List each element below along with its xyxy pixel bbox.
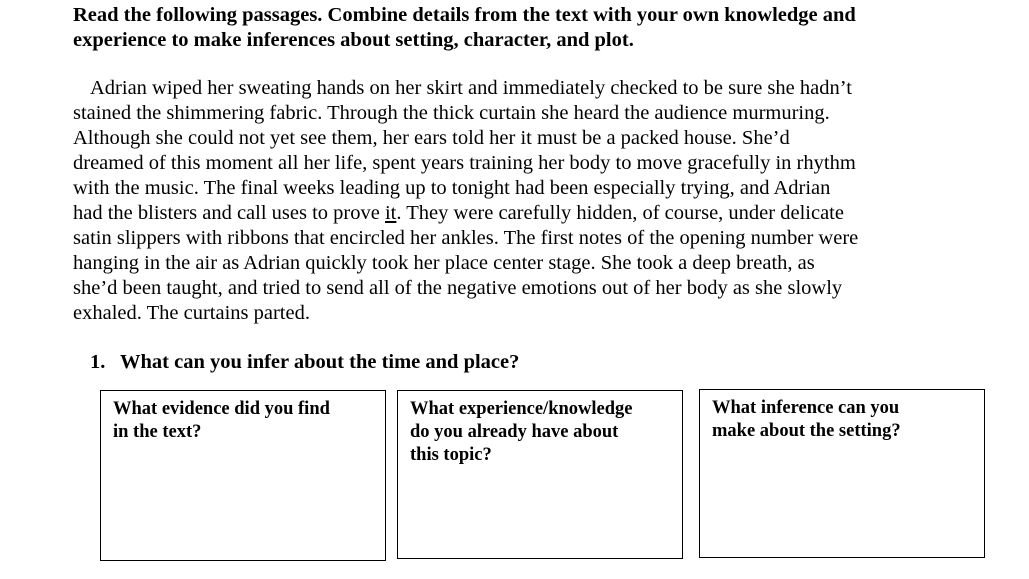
question-1 (90, 350, 519, 375)
passage-line-5: with the music. The final weeks leading up to tonight had been especially trying, and Adrian (73, 177, 831, 199)
experience-prompt-line-3: this topic? (410, 445, 492, 465)
passage-line-3: Although she could not yet see them, her ears told her it must be a packed house. She’d (73, 127, 790, 149)
passage-line-1: Adrian wiped her sweating hands on her skirt and immediately checked to be sure she hadn’t (90, 77, 852, 99)
instructions-heading (73, 3, 973, 53)
instructions-line-2: experience to make inferences about setting, character, and plot. (73, 29, 634, 51)
experience-answer-box[interactable] (397, 390, 683, 559)
passage-line-2: stained the shimmering fabric. Through the thick curtain she heard the audience murmuring. (73, 102, 830, 124)
passage-line-6-end: . They were carefully hidden, of course, under delicate (396, 202, 844, 224)
passage-line-10: exhaled. The curtains parted. (73, 302, 310, 324)
passage-line-7: satin slippers with ribbons that encircled her ankles. The first notes of the opening number were (73, 227, 859, 249)
evidence-prompt-line-1: What evidence did you find (113, 399, 330, 419)
evidence-prompt-line-2: in the text? (113, 422, 202, 442)
evidence-answer-box[interactable] (100, 390, 386, 561)
passage-line-8: hanging in the air as Adrian quickly took her place center stage. She took a deep breath, as (73, 252, 815, 274)
question-number: 1. (90, 351, 106, 373)
inference-prompt-line-2: make about the setting? (712, 421, 901, 441)
passage-line-6 (73, 201, 973, 226)
passage-line-4: dreamed of this moment all her life, spent years training her body to move gracefully in rhythm (73, 152, 856, 174)
reading-passage (73, 76, 973, 326)
experience-prompt-line-2: do you already have about (410, 422, 619, 442)
experience-prompt-line-1: What experience/knowledge (410, 399, 633, 419)
inference-prompt-line-1: What inference can you (712, 398, 900, 418)
instructions-line-1: Read the following passages. Combine details from the text with your own knowledge and (73, 4, 856, 26)
passage-line-6-start: had the blisters and call uses to prove (73, 202, 385, 224)
passage-line-9: she’d been taught, and tried to send all of the negative emotions out of her body as she slowly (73, 277, 843, 299)
passage-underlined-word: it (384, 202, 397, 224)
inference-answer-box[interactable] (699, 389, 985, 558)
question-text: What can you infer about the time and place? (120, 351, 520, 373)
